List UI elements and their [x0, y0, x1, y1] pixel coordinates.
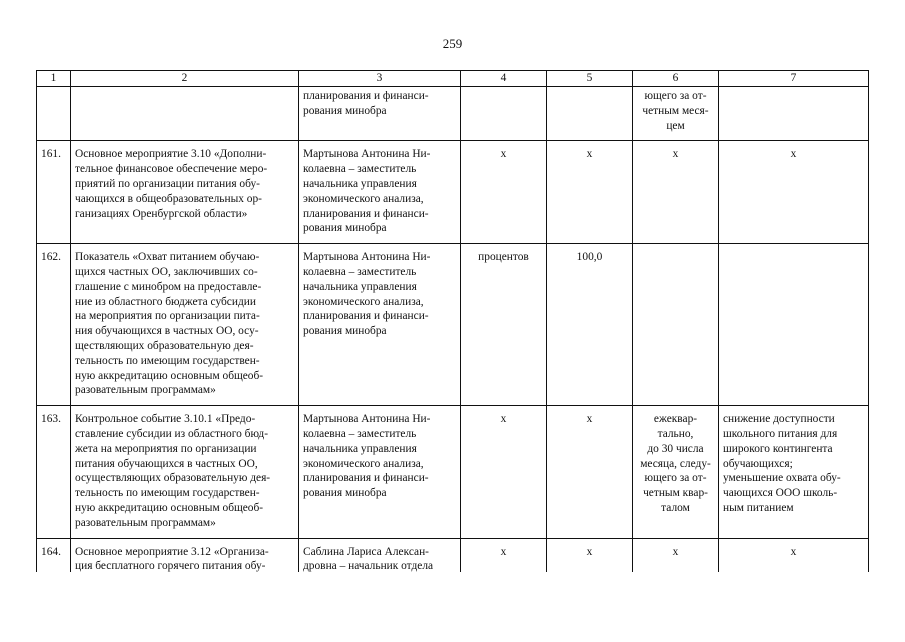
table-row	[37, 244, 869, 406]
cell-deadline: х	[633, 538, 719, 575]
cell-name: Основное мероприятие 3.12 «Организа- ция бесплатного горячего питания обу-	[71, 538, 299, 575]
cell-unit: х	[461, 538, 547, 575]
header-row	[37, 71, 869, 87]
column-header-7: 7	[719, 71, 869, 87]
cell-responsible: Мартынова Антонина Ни- колаевна – заместитель начальника управления экономического анализа, планирования и финанси- рования минобра	[299, 141, 461, 244]
cell-name: Контрольное событие 3.10.1 «Предо- ставление субсидии из областного бюд- жета на мероприятия по организации питания обучающихся в частных ОО, осуществляющих образовательную дея- тельность по имеющим государствен- ную аккредитацию основным общеоб- разовательным программам»	[71, 406, 299, 538]
cell-value	[547, 87, 633, 141]
cell-consequences: х	[719, 141, 869, 244]
column-header-1: 1	[37, 71, 71, 87]
cell-number	[37, 87, 71, 141]
table-row	[37, 538, 869, 575]
cell-responsible: Саблина Лариса Алексан- дровна – начальник отдела	[299, 538, 461, 575]
continuation-row	[37, 87, 869, 141]
column-header-6: 6	[633, 71, 719, 87]
cell-consequences: снижение доступности школьного питания для широкого контингента обучающихся; уменьшение охвата обу- чающихся ООО школь- ным питанием	[719, 406, 869, 538]
cell-responsible: Мартынова Антонина Ни- колаевна – заместитель начальника управления экономического анализа, планирования и финанси- рования минобра	[299, 406, 461, 538]
cell-name	[71, 87, 299, 141]
cell-consequences	[719, 244, 869, 406]
cell-deadline: ющего за от- четным меся- цем	[633, 87, 719, 141]
cell-number: 162.	[37, 244, 71, 406]
column-header-2: 2	[71, 71, 299, 87]
cell-consequences: х	[719, 538, 869, 575]
cell-number: 163.	[37, 406, 71, 538]
cell-deadline: х	[633, 141, 719, 244]
plan-table	[36, 70, 869, 575]
cell-consequences	[719, 87, 869, 141]
column-header-4: 4	[461, 71, 547, 87]
cell-deadline	[633, 244, 719, 406]
cell-name: Основное мероприятие 3.10 «Дополни- тельное финансовое обеспечение меро- приятий по организации питания обу- чающихся в общеобразовательных ор- ганизациях Оренбургской области»	[71, 141, 299, 244]
cell-name: Показатель «Охват питанием обучаю- щихся частных ОО, заключивших со- глашение с минобром на предоставле- ние из областного бюджета субсидии на мероприятия по организации пита- ния обучающихся в частных ОО, осу- ществляющих образовательную дея- тельность по имеющим государствен- ную аккредитацию основным общеоб- разовательным программам»	[71, 244, 299, 406]
column-header-3: 3	[299, 71, 461, 87]
cell-deadline: ежеквар- тально, до 30 числа месяца, следу- ющего за от- четным квар- талом	[633, 406, 719, 538]
cell-responsible: Мартынова Антонина Ни- колаевна – заместитель начальника управления экономического анализа, планирования и финанси- рования минобра	[299, 244, 461, 406]
column-header-5: 5	[547, 71, 633, 87]
page-number: 259	[442, 36, 463, 51]
cell-value: х	[547, 141, 633, 244]
cell-value: 100,0	[547, 244, 633, 406]
cell-value: х	[547, 538, 633, 575]
cell-number: 164.	[37, 538, 71, 575]
table-row	[37, 406, 869, 538]
cell-unit: х	[461, 406, 547, 538]
cell-number: 161.	[37, 141, 71, 244]
table-row	[37, 141, 869, 244]
cell-unit	[461, 87, 547, 141]
cell-value: х	[547, 406, 633, 538]
cell-responsible: планирования и финанси- рования минобра	[299, 87, 461, 141]
page-bottom-margin	[30, 572, 880, 642]
cell-unit: процентов	[461, 244, 547, 406]
cell-unit: х	[461, 141, 547, 244]
